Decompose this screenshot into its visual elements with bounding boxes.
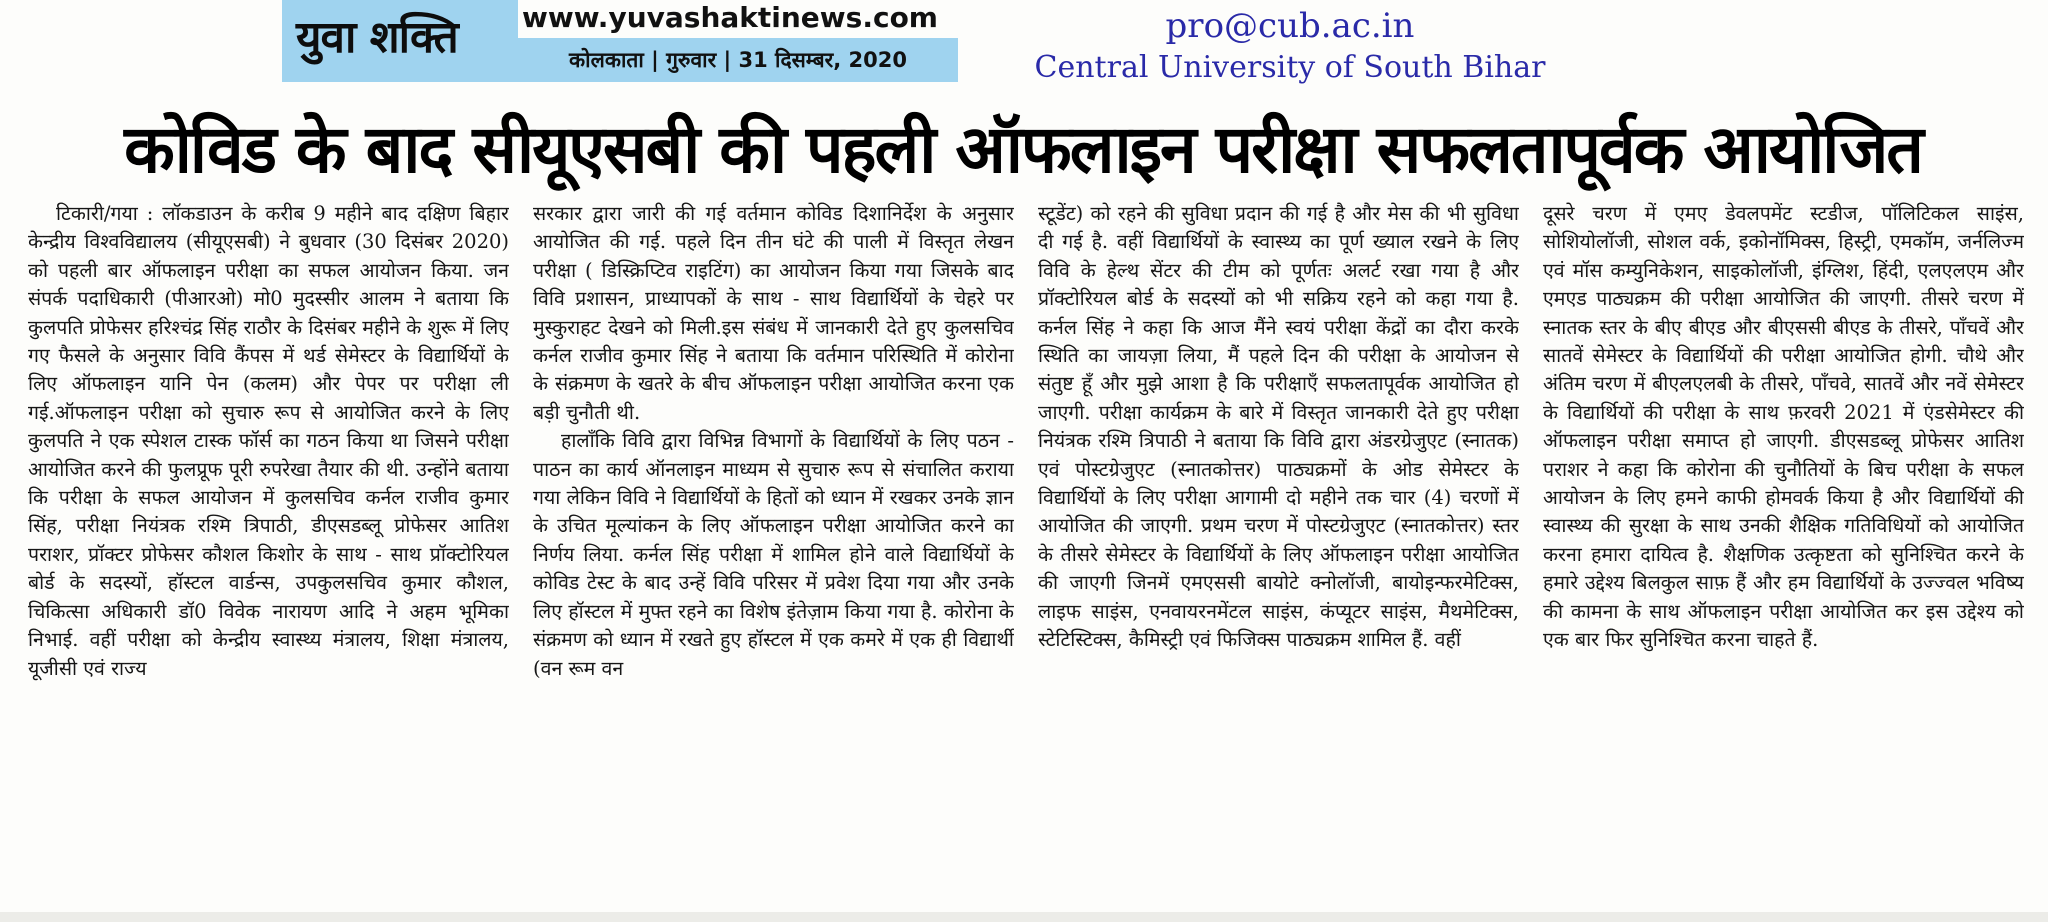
article-body — [28, 200, 2024, 914]
dateline: कोलकाता | गुरुवार | 31 दिसम्बर, 2020 — [569, 48, 907, 72]
article-column-2 — [533, 200, 1014, 914]
paragraph: सरकार द्वारा जारी की गई वर्तमान कोविड दिशानिर्देश के अनुसार आयोजित की गई. पहले दिन तीन घंटे की पाली में विस्तृत लेखन परीक्षा ( डिस्क्रिप्टिव राइटिंग) का आयोजन किया गया जिसके बाद विवि प्रशासन, प्राध्यापकों के साथ - साथ विद्यार्थियों के चेहरे पर मुस्कुराहट देखने को मिली.इस संबंध में जानकारी देते हुए कुलसचिव कर्नल राजीव कुमार सिंह ने बताया कि वर्तमान परिस्थिति में कोरोना के संक्रमण के खतरे के बीच ऑफलाइन परीक्षा आयोजित करना एक बड़ी चुनौती थी. — [533, 202, 1014, 424]
paragraph: स्टूडेंट) को रहने की सुविधा प्रदान की गई है और मेस की भी सुविधा दी गई है. वहीं विद्यार्थियों के स्वास्थ्य का पूर्ण ख्याल रखने के लिए विवि के हेल्थ सेंटर की टीम को पूर्णतः अलर्ट रखा गया है और प्रॉक्टोरियल बोर्ड के सदस्यों को भी सक्रिय रहने को कहा गया है. कर्नल सिंह ने कहा कि आज मैंने स्वयं परीक्षा केंद्रों का दौरा करके स्थिति का जायज़ा लिया, मैं पहले दिन की परीक्षा के आयोजन से संतुष्ट हूँ और मुझे आशा है कि परीक्षाएँ सफलतापूर्वक आयोजित हो जाएगी. परीक्षा कार्यक्रम के बारे में विस्तृत जानकारी देते हुए परीक्षा नियंत्रक रश्मि त्रिपाठी ने बताया कि विवि द्वारा अंडरग्रेजुएट (स्नातक) एवं पोस्टग्रेजुएट (स्नातकोत्तर) पाठ्यक्रमों के ओड सेमेस्टर के विद्यार्थियों के लिए परीक्षा आगामी दो महीने तक चार (4) चरणों में आयोजित की जाएगी. प्रथम चरण में पोस्टग्रेजुएट (स्नातकोत्तर) स्तर के तीसरे सेमेस्टर के विद्यार्थियों के लिए ऑफलाइन परीक्षा आयोजित की जाएगी जिनमें एमएससी बायोटे क्नोलॉजी, बायोइन्फरमेटिक्स, लाइफ साइंस, एनवायरनमेंटल साइंस, कंप्यूटर साइंस, मैथमेटिक्स, स्टेटिस्टिक्स, कैमिस्ट्री एवं फिजिक्स पाठ्यक्रम शामिल हैं. वहीं — [1038, 202, 1519, 652]
article-column-4 — [1543, 200, 2024, 914]
page-bottom-edge — [0, 912, 2048, 922]
organization-name: Central University of South Bihar — [1034, 50, 1546, 85]
paragraph: दूसरे चरण में एमए डेवलपमेंट स्टडीज, पॉलिटिकल साइंस, सोशियोलॉजी, सोशल वर्क, इकोनॉमिक्स, हिस्ट्री, एमकॉम, जर्नलिज्म एवं मॉस कम्युनिकेशन, साइकोलॉजी, इंग्लिश, हिंदी, एलएलएम और एमएड पाठ्यक्रम की परीक्षा आयोजित की जाएगी. तीसरे चरण में स्नातक स्तर के बीए बीएड और बीएससी बीएड के तीसरे, पाँचवें और सातवें सेमेस्टर के विद्यार्थियों की परीक्षा आयोजित होगी. चौथे और अंतिम चरण में बीएलएलबी के तीसरे, पाँचवे, सातवें और नवें सेमेस्टर के विद्यार्थियों की परीक्षा के साथ फ़रवरी 2021 में एंडसेमेस्टर की ऑफलाइन परीक्षा समाप्त हो जाएगी. डीएसडब्लू प्रोफेसर आतिश पराशर ने कहा कि कोरोना की चुनौतियों के बिच परीक्षा के सफल आयोजन के लिए हमने काफी होमवर्क किया है और विद्यार्थियों की स्वास्थ्य की सुरक्षा के साथ उनकी शैक्षिक गतिविधियों को आयोजित करना हमारा दायित्व है. शैक्षणिक उत्कृष्टता को सुनिश्चित करने के हमारे उद्देश्य बिलकुल साफ़ हैं और हम विद्यार्थियों के उज्ज्वल भविष्य की कामना के साथ ऑफलाइन परीक्षा आयोजित कर इस उद्देश्य को एक बार फिर सुनिश्चित करना चाहते हैं. — [1543, 202, 2024, 652]
article-headline: कोविड के बाद सीयूएसबी की पहली ऑफलाइन परीक्षा सफलतापूर्वक आयोजित — [124, 111, 1922, 188]
newspaper-url: www.yuvashaktinews.com — [518, 0, 958, 38]
article-column-1 — [28, 200, 509, 914]
contact-email: pro@cub.ac.in — [1165, 6, 1415, 46]
paragraph: टिकारी/गया : लॉकडाउन के करीब 9 महीने बाद दक्षिण बिहार केन्द्रीय विश्वविद्यालय (सीयूएसबी) ने बुधवार (30 दिसंबर 2020) को पहली बार ऑफलाइन परीक्षा का सफल आयोजन किया. जन संपर्क पदाधिकारी (पीआरओ) मो0 मुदस्सीर आलम ने बताया कि कुलपति प्रोफेसर हरिश्चंद्र सिंह राठौर के दिसंबर महीने के शुरू में लिए गए फैसले के अनुसार विवि कैंपस में थर्ड सेमेस्टर के विद्यार्थियों के लिए ऑफलाइन यानि पेन (कलम) और पेपर पर परीक्षा ली गई.ऑफलाइन परीक्षा को सुचारु रूप से आयोजित करने के लिए कुलपति ने एक स्पेशल टास्क फॉर्स का गठन किया था जिसने परीक्षा आयोजित करने की फुलप्रूफ पूरी रुपरेखा तैयार की थी. उन्होंने बताया कि परीक्षा के सफल आयोजन में कुलसचिव कर्नल राजीव कुमार सिंह, परीक्षा नियंत्रक रश्मि त्रिपाठी, डीएसडब्लू प्रोफेसर आतिश पराशर, प्रॉक्टर प्रोफेसर कौशल किशोर के साथ - साथ प्रॉक्टोरियल बोर्ड के सदस्यों, हॉस्टल वार्डन्स, उपकुलसचिव कुमार कौशल, चिकित्सा अधिकारी डॉ0 विवेक नारायण आदि ने अहम भूमिका निभाई. वहीं परीक्षा को केन्द्रीय स्वास्थ्य मंत्रालय, शिक्षा मंत्रालय, यूजीसी एवं राज्य — [28, 202, 509, 680]
paragraph: हालाँकि विवि द्वारा विभिन्न विभागों के विद्यार्थियों के लिए पठन - पाठन का कार्य ऑनलाइन माध्यम से सुचारु रूप से संचालित कराया गया लेकिन विवि ने विद्यार्थियों के हितों को ध्यान में रखकर उनके ज्ञान के उचित मूल्यांकन के लिए ऑफलाइन परीक्षा आयोजित करने का निर्णय लिया. कर्नल सिंह परीक्षा में शामिल होने वाले विद्यार्थियों के कोविड टेस्ट के बाद उन्हें विवि परिसर में प्रवेश दिया गया और उनके लिए हॉस्टल में मुफ्त रहने का विशेष इंतेज़ाम किया गया है. कोरोना के संक्रमण को ध्यान में रखते हुए हॉस्टल में एक कमरे में एक ही विद्यार्थी (वन रूम वन — [533, 429, 1014, 680]
contact-block — [1020, 4, 1560, 88]
article-column-3 — [1038, 200, 1519, 914]
masthead-info — [518, 0, 958, 82]
newspaper-masthead — [282, 0, 958, 82]
newspaper-logo: युवा शक्ति — [296, 12, 458, 63]
